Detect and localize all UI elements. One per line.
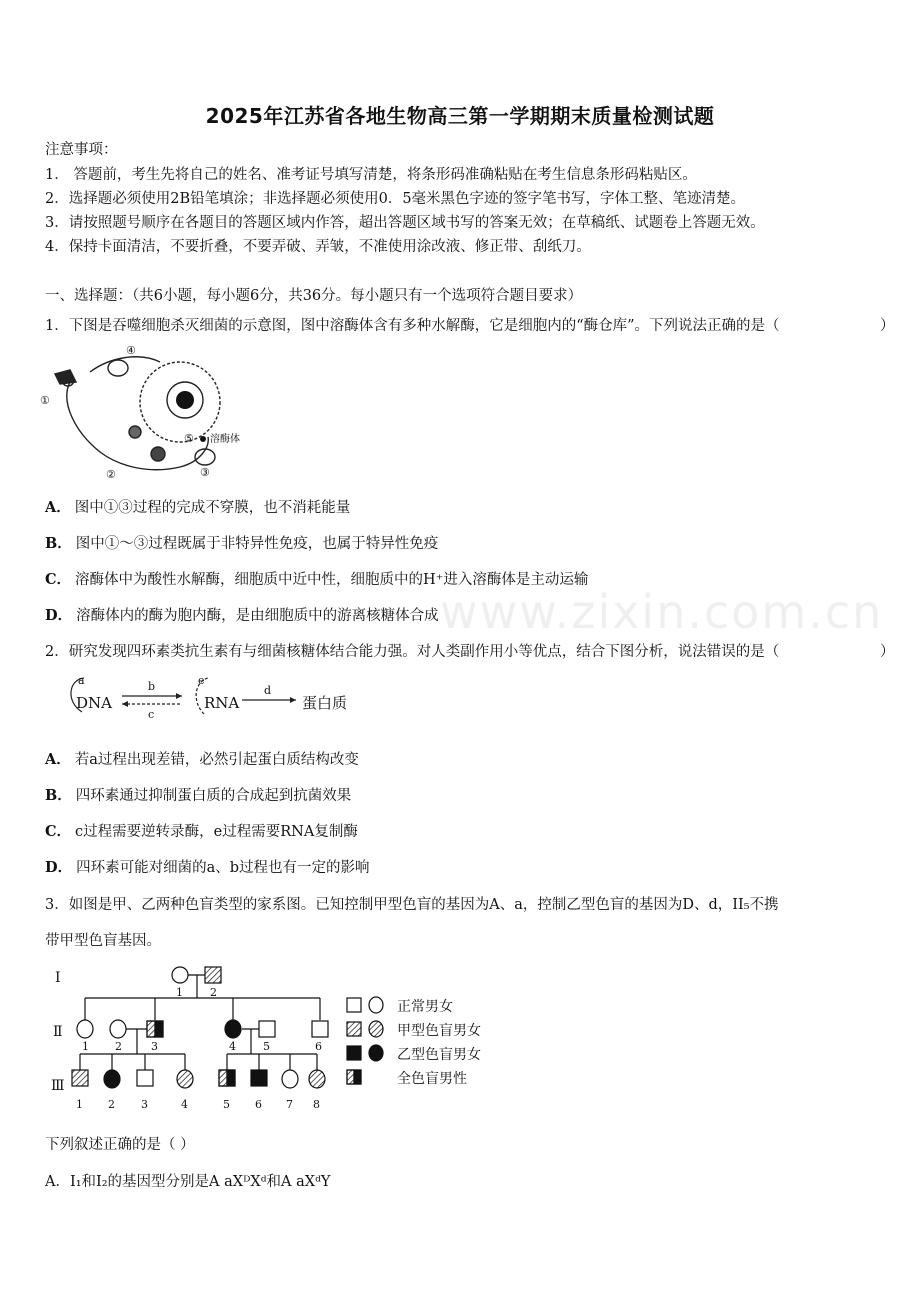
pedigree-figure (45, 958, 515, 1118)
q2-stem: 2．研究发现四环素类抗生素有与细菌核糖体结合能力强。对人类副作用小等优点，结合下图分析，说法错误的是（ (45, 644, 780, 660)
q1-option-c[interactable] (45, 568, 588, 589)
dogma-b: b (148, 680, 156, 693)
gen3-num-1: 1 (76, 1098, 83, 1111)
legend-total: 全色盲男性 (397, 1071, 467, 1087)
gen2-num-5: 5 (263, 1040, 270, 1053)
dogma-d: d (264, 684, 272, 697)
gen-label-2: Ⅱ (53, 1024, 63, 1040)
gen3-num-2: 2 (108, 1098, 115, 1111)
q1-option-b[interactable] (45, 532, 438, 553)
dogma-rna: RNA (204, 694, 240, 712)
gen2-num-6: 6 (315, 1040, 322, 1053)
legend-type-a: 甲型色盲男女 (397, 1023, 481, 1039)
fig-label-3: ③ (200, 466, 210, 479)
gen-label-3: Ⅲ (51, 1078, 65, 1094)
gen3-num-8: 8 (313, 1098, 320, 1111)
q3-stem-line1: 3．如图是甲、乙两种色盲类型的家系图。已知控制甲型色盲的基因为A、a，控制乙型色盲的基因为D、d，II₅不携 (45, 897, 779, 913)
notice-item-1: 1． 答题前，考生先将自己的姓名、准考证号填写清楚，将条形码准确粘贴在考生信息条形码粘贴区。 (45, 167, 697, 183)
q1-option-c-key: C． (45, 571, 72, 588)
q3-option-a[interactable]: A．I₁和I₂的基因型分别是A aXᴰXᵈ和A aXᵈY (45, 1174, 331, 1190)
gen3-num-3: 3 (141, 1098, 148, 1111)
legend-type-b: 乙型色盲男女 (397, 1047, 481, 1063)
gen2-num-3: 3 (151, 1040, 158, 1053)
q2-option-b[interactable] (45, 784, 351, 805)
fig-label-5: ⑤ (184, 432, 194, 445)
gen1-num-2: 2 (210, 986, 217, 999)
q2-option-a-key: A． (45, 751, 71, 768)
fig-label-1: ① (40, 394, 50, 407)
notice-item-2: 2．选择题必须使用2B铅笔填涂；非选择题必须使用0．5毫米黑色字迹的签字笔书写，字体工整、笔迹清楚。 (45, 191, 746, 207)
gen1-num-1: 1 (176, 986, 183, 999)
gen3-num-7: 7 (286, 1098, 293, 1111)
q2-option-a-text: 若a过程出现差错，必然引起蛋白质结构改变 (74, 752, 359, 768)
notice-item-3: 3．请按照题号顺序在各题目的答题区域内作答，超出答题区域书写的答案无效；在草稿纸、试题卷上答题无效。 (45, 215, 765, 231)
gen2-num-1: 1 (82, 1040, 89, 1053)
gen3-num-6: 6 (255, 1098, 262, 1111)
q3-stem-line2: 带甲型色盲基因。 (45, 933, 161, 949)
q1-option-d-text: 溶酶体内的酶为胞内酶，是由细胞质中的游离核糖体合成 (76, 608, 439, 624)
watermark: www.zixin.com.cn (440, 585, 884, 639)
q1-option-b-text: 图中①～③过程既属于非特异性免疫，也属于特异性免疫 (75, 536, 439, 552)
notice-item-4: 4．保持卡面清洁，不要折叠，不要弄破、弄皱，不准使用涂改液、修正带、刮纸刀。 (45, 239, 591, 255)
q2-option-d[interactable] (45, 856, 370, 877)
q2-option-a[interactable] (45, 748, 359, 769)
gen2-num-2: 2 (115, 1040, 122, 1053)
q1-paren: ） (880, 318, 895, 334)
gen3-num-4: 4 (181, 1098, 188, 1111)
q1-option-b-key: B． (45, 535, 72, 552)
q2-paren: ） (880, 644, 895, 660)
dogma-dna: DNA (76, 694, 112, 712)
fig-label-lysosome: 溶酶体 (210, 434, 240, 445)
gen3-num-5: 5 (223, 1098, 230, 1111)
phagocyte-figure (40, 342, 250, 482)
dogma-a: a (78, 674, 85, 687)
dogma-protein: 蛋白质 (302, 694, 348, 712)
gen-label-1: Ⅰ (55, 970, 61, 986)
q3-question: 下列叙述正确的是（ ） (45, 1137, 195, 1153)
q1-option-d[interactable] (45, 604, 439, 625)
q1-option-a-key: A． (45, 499, 71, 516)
dogma-e: e (198, 674, 205, 687)
q1-option-a[interactable] (45, 496, 350, 517)
q1-stem: 1．下图是吞噬细胞杀灭细菌的示意图，图中溶酶体含有多种水解酶，它是细胞内的“酶仓库”。下列说法正确的是（ (45, 318, 780, 334)
legend-normal: 正常男女 (397, 999, 453, 1015)
section-heading: 一、选择题：（共6小题，每小题6分，共36分。每小题只有一个选项符合题目要求） (45, 288, 583, 304)
dogma-c: c (148, 708, 155, 721)
q2-option-d-key: D． (45, 859, 73, 876)
q1-option-a-text: 图中①③过程的完成不穿膜，也不消耗能量 (74, 500, 351, 516)
page-title: 2025年江苏省各地生物高三第一学期期末质量检测试题 (205, 104, 715, 128)
q2-option-c[interactable] (45, 820, 358, 841)
q1-option-c-text: 溶酶体中为酸性水解酶，细胞质中近中性，细胞质中的H⁺进入溶酶体是主动运输 (75, 572, 589, 588)
fig-label-4: ④ (126, 344, 136, 357)
q2-option-d-text: 四环素可能对细菌的a、b过程也有一定的影响 (76, 860, 370, 876)
q2-option-c-text: c过程需要逆转录酶，e过程需要RNA复制酶 (75, 824, 358, 840)
q2-option-b-text: 四环素通过抑制蛋白质的合成起到抗菌效果 (75, 788, 352, 804)
central-dogma-figure (64, 672, 374, 730)
q2-option-c-key: C． (45, 823, 72, 840)
notice-heading: 注意事项： (45, 142, 118, 158)
gen2-num-4: 4 (229, 1040, 236, 1053)
q2-option-b-key: B． (45, 787, 72, 804)
q1-option-d-key: D． (45, 607, 73, 624)
fig-label-2: ② (106, 468, 116, 481)
